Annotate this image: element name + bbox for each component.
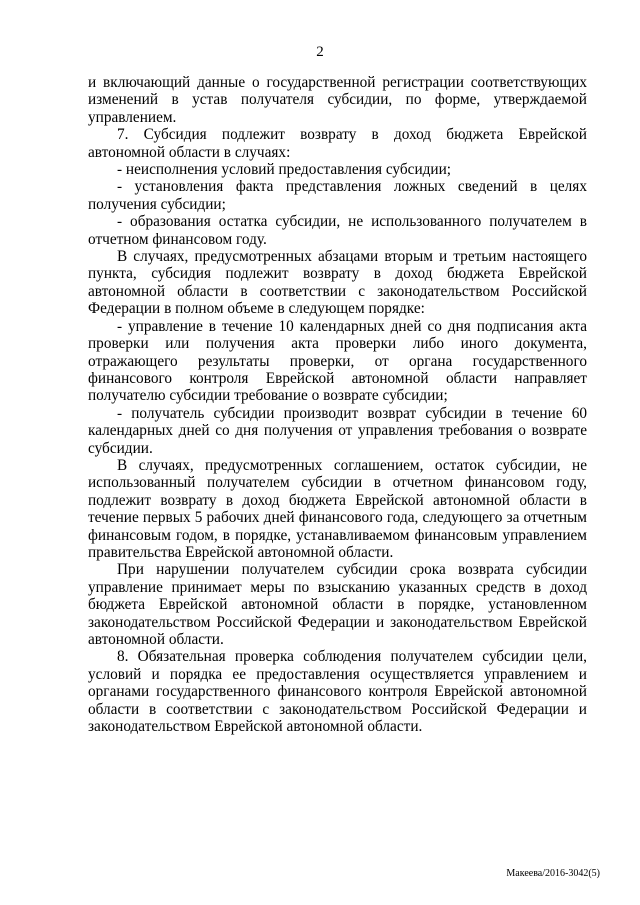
list-item: - управление в течение 10 календарных дней со дня подписания акта проверки или получения акта проверки либо иного документа, отражающего результаты проверки, от органа государственного финансового контроля Еврейской автономной области направляет получателю субсидии требование о возврате субсидии; <box>88 317 587 405</box>
list-item: - неисполнения условий предоставления субсидии; <box>117 161 452 179</box>
page-number: 2 <box>316 44 324 60</box>
paragraph-item-7: 7. Субсидия подлежит возврату в доход бюджета Еврейской автономной области в случаях: <box>88 126 587 161</box>
paragraph-item-8: 8. Обязательная проверка соблюдения получателем субсидии цели, условий и порядка ее предоставления осуществляется управлением и органами государственного финансового контроля Еврейской автономной области в соответствии с законодательством Российской Федерации и законодательством Еврейской автономной области. <box>88 648 587 736</box>
paragraph-continuation: и включающий данные о государственной регистрации соответствующих изменений в устав получателя субсидии, по форме, утверждаемой управлением. <box>88 74 587 126</box>
list-item: - получатель субсидии производит возврат субсидии в течение 60 календарных дней со дня получения от управления требования о возврате субсидии. <box>88 404 587 457</box>
document-code: Макеева/2016-3042(5) <box>506 868 600 879</box>
list-item: - установления факта представления ложных сведений в целях получения субсидии; <box>88 178 587 213</box>
paragraph: В случаях, предусмотренных соглашением, остаток субсидии, не использованный получателем субсидии в отчетном финансовом году, подлежит возврату в доход бюджета Еврейской автономной области в течение первых 5 рабочих дней финансового года, следующего за отчетным финансовым годом, в порядке, устанавливаемом финансовым управлением правительства Еврейской автономной области. <box>88 456 587 561</box>
list-item: - образования остатка субсидии, не использованного получателем в отчетном финансовом году. <box>88 213 587 248</box>
document-body <box>88 74 587 735</box>
paragraph: При нарушении получателем субсидии срока возврата субсидии управление принимает меры по взысканию указанных средств в доход бюджета Еврейской автономной области в порядке, установленном законодательством Российской Федерации и законодательством Еврейской автономной области. <box>88 561 587 648</box>
paragraph: В случаях, предусмотренных абзацами вторым и третьим настоящего пункта, субсидия подлежит возврату в доход бюджета Еврейской автономной области в соответствии с законодательством Российской Федерации в полном объеме в следующем порядке: <box>88 248 587 318</box>
